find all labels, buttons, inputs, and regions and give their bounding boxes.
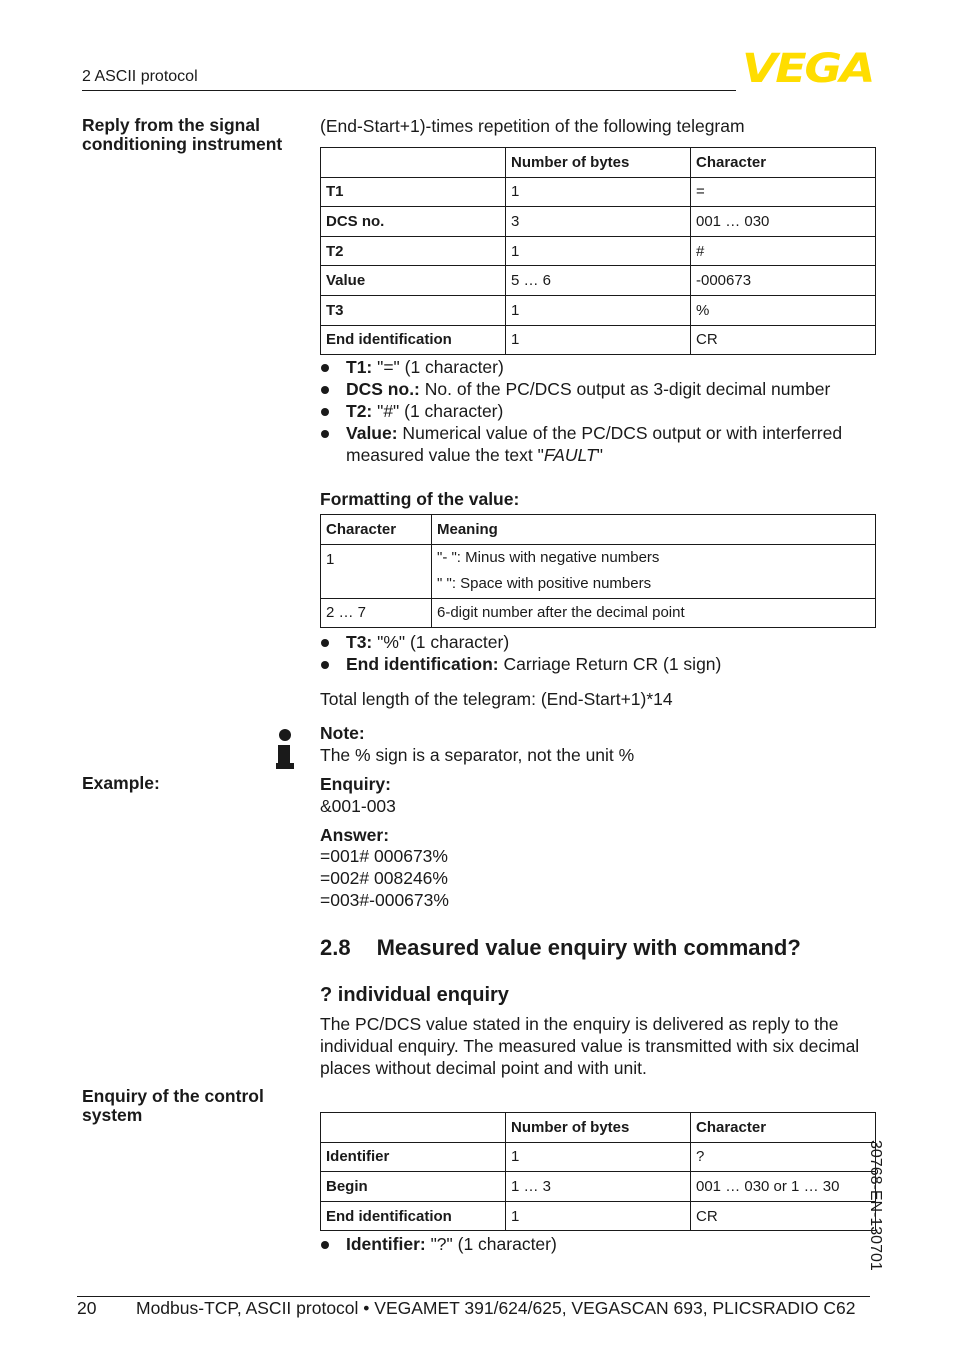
cell: 1	[506, 325, 691, 355]
info-icon	[276, 729, 294, 771]
header-cell: Number of bytes	[506, 1113, 691, 1143]
total-length: Total length of the telegram: (End-Start+1)*14	[320, 689, 673, 709]
footer-rule	[77, 1296, 870, 1297]
table-row	[321, 207, 876, 237]
desc: No. of the PC/DCS output as 3-digit decimal number	[419, 379, 831, 399]
section-heading	[320, 935, 801, 961]
cell: End identification	[321, 325, 506, 355]
table-header-row	[321, 1113, 876, 1143]
cell: -000673	[691, 266, 876, 296]
cell: 6-digit number after the decimal point	[432, 598, 876, 628]
cell: DCS no.	[321, 207, 506, 237]
cell: Value	[321, 266, 506, 296]
meaning-line: "- ": Minus with negative numbers	[437, 549, 660, 567]
header-cell	[321, 1113, 506, 1143]
cell: 001 … 030 or 1 … 30	[691, 1172, 876, 1202]
cell: 1 … 3	[506, 1172, 691, 1202]
table-row	[321, 236, 876, 266]
term: T2:	[346, 401, 373, 421]
cell: 001 … 030	[691, 207, 876, 237]
cell: 1	[506, 1201, 691, 1231]
section-number: 2.8	[320, 935, 351, 960]
header-cell: Meaning	[432, 515, 876, 545]
desc: "#" (1 character)	[372, 401, 504, 421]
cell: 1	[506, 295, 691, 325]
term: Identifier:	[346, 1234, 426, 1254]
table-row	[321, 544, 876, 598]
cell: 5 … 6	[506, 266, 691, 296]
subsection-heading: ? individual enquiry	[320, 984, 509, 1006]
cell: %	[691, 295, 876, 325]
list-item	[320, 653, 876, 675]
table-row	[321, 1201, 876, 1231]
desc: "=" (1 character)	[372, 357, 504, 377]
list-item	[320, 1233, 876, 1255]
table-row	[321, 1142, 876, 1172]
header-cell: Number of bytes	[506, 148, 691, 178]
desc: Numerical value of the PC/DCS output or with interferred measured value the text "	[346, 423, 843, 465]
table-row	[321, 598, 876, 628]
cell: Identifier	[321, 1142, 506, 1172]
cell: End identification	[321, 1201, 506, 1231]
cell: 1	[506, 177, 691, 207]
answer-line: =001# 000673%	[320, 846, 448, 866]
side-label-reply: Reply from the signal conditioning instrument	[82, 115, 283, 154]
running-header: 2 ASCII protocol	[82, 68, 198, 85]
list-item	[320, 356, 876, 378]
cell: Begin	[321, 1172, 506, 1202]
side-label-example: Example:	[82, 773, 160, 793]
term: T1:	[346, 357, 373, 377]
term: T3:	[346, 632, 373, 652]
table-header-row	[321, 515, 876, 545]
term: Value:	[346, 423, 398, 443]
meaning-line: " ": Space with positive numbers	[437, 575, 652, 593]
cell: 1	[506, 1142, 691, 1172]
table-row	[321, 266, 876, 296]
footer-title: Modbus-TCP, ASCII protocol • VEGAMET 391/624/625, VEGASCAN 693, PLICSRADIO C62	[136, 1298, 856, 1318]
note-title: Note:	[320, 723, 365, 743]
formatting-title: Formatting of the value:	[320, 489, 520, 509]
list-item	[320, 631, 876, 653]
enquiry-table	[320, 1112, 876, 1231]
document-id: 30768-EN-130701	[867, 1140, 884, 1271]
desc: "%" (1 character)	[372, 632, 510, 652]
note-text: The % sign is a separator, not the unit %	[320, 745, 635, 765]
term: End identification:	[346, 654, 499, 674]
header-cell	[321, 148, 506, 178]
fault-text: FAULT	[543, 445, 597, 465]
table-row	[321, 325, 876, 355]
cell: 1	[321, 544, 432, 598]
cell	[432, 544, 876, 598]
cell: CR	[691, 1201, 876, 1231]
section-paragraph: The PC/DCS value stated in the enquiry is delivered as reply to the individual enquiry. The measured value is transmitted with six decimal places without decimal point and with unit.	[320, 1014, 860, 1078]
reply-table	[320, 147, 876, 355]
table-row	[321, 177, 876, 207]
enquiry-title: Enquiry:	[320, 774, 391, 794]
desc: "?" (1 character)	[425, 1234, 557, 1254]
section-title: Measured value enquiry with command?	[376, 935, 801, 960]
list-item	[320, 378, 876, 400]
answer-line: =002# 008246%	[320, 868, 448, 888]
table-header-row	[321, 148, 876, 178]
header-cell: Character	[691, 1113, 876, 1143]
header-cell: Character	[691, 148, 876, 178]
side-label-enquiry: Enquiry of the control system	[82, 1086, 264, 1125]
desc-tail: "	[596, 445, 603, 465]
formatting-bullets	[320, 631, 876, 675]
reply-bullets	[320, 356, 876, 466]
page-number: 20	[77, 1298, 97, 1318]
header-cell: Character	[321, 515, 432, 545]
vega-logo: VEGA	[742, 46, 874, 92]
enquiry-value: &001-003	[320, 796, 396, 816]
table-row	[321, 295, 876, 325]
cell: ?	[691, 1142, 876, 1172]
answer-title: Answer:	[320, 825, 390, 845]
cell: CR	[691, 325, 876, 355]
reply-intro: (End-Start+1)-times repetition of the following telegram	[320, 116, 745, 136]
cell: 2 … 7	[321, 598, 432, 628]
cell: T3	[321, 295, 506, 325]
answer-line: =003#-000673%	[320, 890, 449, 910]
header-rule	[82, 90, 736, 91]
term: DCS no.:	[346, 379, 420, 399]
enquiry-bullets	[320, 1233, 876, 1255]
list-item	[320, 400, 876, 422]
formatting-table	[320, 514, 876, 628]
list-item	[320, 422, 876, 466]
cell: 1	[506, 236, 691, 266]
table-row	[321, 1172, 876, 1202]
cell: T1	[321, 177, 506, 207]
cell: 3	[506, 207, 691, 237]
cell: #	[691, 236, 876, 266]
cell: T2	[321, 236, 506, 266]
cell: =	[691, 177, 876, 207]
desc: Carriage Return CR (1 sign)	[498, 654, 722, 674]
